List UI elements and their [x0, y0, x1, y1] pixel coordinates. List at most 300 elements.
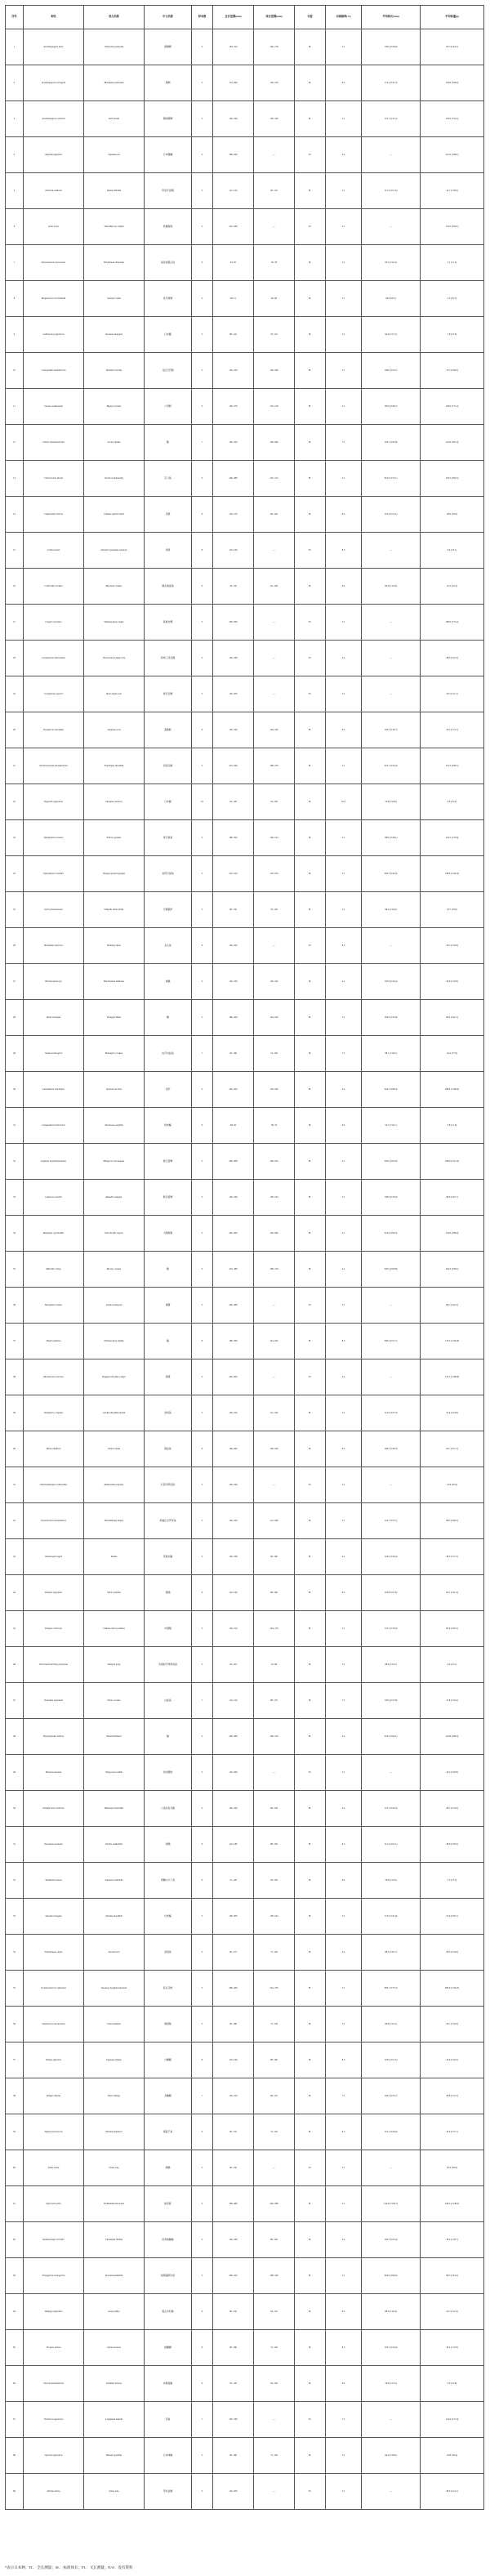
table-cell: 38.9 (±18.3)	[421, 1827, 484, 1863]
table-cell: 2	[192, 1216, 213, 1252]
table-cell: 68.4 (±14.7)	[362, 1647, 421, 1683]
table-cell: Collichthys lucidus	[24, 569, 84, 605]
table-cell: TL	[295, 641, 326, 676]
table-cell: 160–300	[213, 1899, 254, 1935]
table-cell: 150.8 (±29.4)	[362, 964, 421, 1000]
table-cell: Mangrove red snapper	[84, 1144, 145, 1180]
table-cell: Engraulis japonicus	[24, 784, 84, 820]
table-cell: 220–420	[213, 1072, 254, 1108]
table-cell: SL	[295, 2222, 326, 2258]
table-cell: 3.1	[326, 101, 362, 137]
table-cell: Russell's snapper	[84, 1180, 145, 1216]
table-cell: Nibea albiflora	[24, 1431, 84, 1467]
table-cell: —	[362, 209, 421, 245]
column-header: 平均体长(mm)	[362, 6, 421, 29]
table-cell: 4.2	[326, 1719, 362, 1755]
column-header: 体长范围(mm)	[254, 6, 295, 29]
table-cell: 72–126	[213, 1863, 254, 1899]
table-cell: FL	[295, 2258, 326, 2294]
table-cell: 56–104	[254, 2366, 295, 2402]
table-cell: 1.2 (±0.5)	[421, 281, 484, 317]
table-cell: 斑条魣	[145, 2186, 192, 2222]
table-cell: 34.5 (±16.8)	[421, 928, 484, 964]
table-cell: 210–380	[213, 1252, 254, 1288]
table-cell: 7	[192, 1683, 213, 1719]
table-cell: Kammal thryssa	[84, 2366, 145, 2402]
table-cell: Golden threadfin bream	[84, 1395, 145, 1431]
table-cell: 4	[192, 137, 213, 173]
column-header: 平均体重(g)	[421, 6, 484, 29]
table-cell: 蓝点马鲛	[145, 1971, 192, 2007]
table-cell: 110–190	[213, 533, 254, 569]
table-cell: Cynoglossus joyneri	[24, 676, 84, 712]
table-cell: 35	[6, 1252, 24, 1288]
table-row	[6, 2042, 484, 2078]
table-row	[6, 2186, 484, 2222]
table-cell: Blackbarred halfbeak	[84, 964, 145, 1000]
table-cell: 皮氏叫姑鱼	[145, 1036, 192, 1072]
table-cell: Acanthopagrus latus	[24, 29, 84, 65]
table-cell: TL	[295, 2402, 326, 2438]
table-cell: 96.8 (±22.4)	[362, 2007, 421, 2042]
table-cell: 2	[192, 2186, 213, 2222]
table-cell: 花鰶	[145, 497, 192, 533]
table-cell: 5.2	[326, 1467, 362, 1503]
table-cell: 7.8 (±3.9)	[421, 317, 484, 353]
table-cell: 210–286	[213, 209, 254, 245]
table-cell: —	[254, 2150, 295, 2186]
table-cell: 黄姑鱼	[145, 1431, 192, 1467]
table-cell: 马拉巴若鲹	[145, 353, 192, 389]
table-cell: Bartail flathead	[84, 1719, 145, 1755]
table-cell: 130–210	[213, 1611, 254, 1647]
table-cell: 26.3 (±11.5)	[421, 676, 484, 712]
table-cell: 15	[6, 533, 24, 569]
table-cell: 206.3 (±42.6)	[362, 856, 421, 892]
table-cell: 2	[6, 65, 24, 101]
table-cell: 112.3 (±21.0)	[362, 173, 421, 209]
table-cell: Nemipterus virgatus	[24, 1395, 84, 1431]
table-cell: 180.0 (±48.1)	[362, 820, 421, 856]
table-cell: Orange-spotted grouper	[84, 856, 145, 892]
column-header: 种名	[24, 6, 84, 29]
table-cell: 2	[192, 461, 213, 497]
table-cell: 210–312	[254, 461, 295, 497]
table-cell: 240–388	[254, 2186, 295, 2222]
table-cell: 210–310	[213, 856, 254, 892]
table-cell: 鲻	[145, 1324, 192, 1359]
table-cell: 8.3	[326, 928, 362, 964]
table-body	[6, 29, 484, 2510]
table-row	[6, 1144, 484, 1180]
table-row	[6, 389, 484, 425]
table-cell: 3	[192, 101, 213, 137]
table-cell: 240–360	[213, 1216, 254, 1252]
table-cell: —	[362, 533, 421, 569]
table-cell: 10	[192, 784, 213, 820]
table-cell: 51	[6, 1827, 24, 1863]
table-cell: SL	[295, 2007, 326, 2042]
table-cell: 4.2	[326, 2222, 362, 2258]
table-cell: 180–360	[213, 1324, 254, 1359]
table-cell: 70–116	[254, 317, 295, 353]
table-cell: —	[362, 1467, 421, 1503]
table-cell: TL	[295, 1467, 326, 1503]
table-cell: 鮸	[145, 1252, 192, 1288]
table-cell: 380–640	[213, 137, 254, 173]
table-cell: Carangoides malabaricus	[24, 353, 84, 389]
table-cell: Rubicundus eelgoby	[84, 1467, 145, 1503]
table-cell: 7.3	[326, 425, 362, 461]
table-cell: 6.3	[326, 2294, 362, 2330]
table-cell: SL	[295, 2294, 326, 2330]
table-cell: 284.7 (±72.3)	[362, 1971, 421, 2007]
column-header: 样本数	[192, 6, 213, 29]
table-cell: 龙头鱼	[145, 928, 192, 964]
table-cell: —	[254, 1755, 295, 1791]
table-cell: 172.0 (±41.9)	[362, 1899, 421, 1935]
table-cell: 丝鳍海鲶	[145, 209, 192, 245]
table-cell: 80–150	[213, 2294, 254, 2330]
table-cell: 5.2	[326, 1647, 362, 1683]
table-cell: Coilia mystus	[24, 533, 84, 569]
table-cell: 38.5 (±17.2)	[421, 1539, 484, 1575]
table-cell: Whitespotted conger	[84, 605, 145, 641]
table-cell: SL	[295, 820, 326, 856]
table-cell: Chirocentrus dorab	[24, 461, 84, 497]
table-cell: 98.6 (±45.7)	[421, 1180, 484, 1216]
table-cell: 日本鳀	[145, 784, 192, 820]
table-cell: 7.3	[326, 1683, 362, 1719]
table-row	[6, 569, 484, 605]
table-row	[6, 2474, 484, 2510]
table-cell: Yellow drum	[84, 1431, 145, 1467]
table-cell: 2.1	[326, 389, 362, 425]
table-cell: 90–160	[213, 2438, 254, 2474]
species-table	[5, 5, 484, 2510]
table-cell: 54	[6, 1935, 24, 1971]
table-cell: 3.1	[326, 605, 362, 641]
table-cell: 18.7 (±8.0)	[421, 892, 484, 928]
table-cell: 3	[192, 1611, 213, 1647]
table-cell: 1	[6, 29, 24, 65]
table-cell: 日本䲗	[145, 317, 192, 353]
table-cell: 4	[192, 1539, 213, 1575]
table-cell: 56	[6, 2007, 24, 2042]
table-cell: 六带鲹	[145, 389, 192, 425]
table-cell: Odontamblyopus rubicundus	[24, 1467, 84, 1503]
table-cell: 112.4 (±22.1)	[362, 1827, 421, 1863]
table-row	[6, 2150, 484, 2186]
table-cell: 120–192	[254, 964, 295, 1000]
table-cell: 6	[192, 2294, 213, 2330]
table-cell: 金线鱼	[145, 1395, 192, 1431]
table-cell: 3.1	[326, 1503, 362, 1539]
table-cell: 30	[6, 1072, 24, 1108]
table-cell: —	[362, 676, 421, 712]
table-cell: 76–120	[254, 892, 295, 928]
table-cell: Eleutheronema tetradactylum	[24, 748, 84, 784]
table-cell: Oreochromis mossambicus	[24, 1503, 84, 1539]
table-cell: 8	[192, 533, 213, 569]
table-cell: 6	[192, 497, 213, 533]
table-cell: 139.8 (±68.2)	[421, 65, 484, 101]
table-row	[6, 1683, 484, 1719]
table-cell: 23	[6, 820, 24, 856]
table-cell: False kelpfish	[84, 2007, 145, 2042]
table-cell: 红狼牙虾虎鱼	[145, 1467, 192, 1503]
table-cell: 160–240	[213, 101, 254, 137]
table-cell: 88–160	[254, 1575, 295, 1611]
table-cell: Mi-iuy croaker	[84, 1252, 145, 1288]
table-cell: 8	[192, 1324, 213, 1359]
table-cell: 6.3	[326, 2114, 362, 2150]
table-cell: 72–140	[254, 1935, 295, 1971]
table-cell: 3.1	[326, 281, 362, 317]
table-cell: Largehead hairtail	[84, 2402, 145, 2438]
table-cell: Atherinomorus lacunosus	[24, 245, 84, 281]
table-cell: Threadfin sea catfish	[84, 209, 145, 245]
table-cell: 3.1	[326, 2474, 362, 2510]
table-cell: 158.0 (±33.0)	[362, 1180, 421, 1216]
table-cell: 勒氏笛鲷	[145, 1180, 192, 1216]
table-cell: 183–222	[213, 29, 254, 65]
table-row	[6, 137, 484, 173]
table-cell: 280–460	[213, 1971, 254, 2007]
table-cell: 长蛇鲻	[145, 1899, 192, 1935]
table-cell: 5	[192, 1899, 213, 1935]
table-cell: 188.0 (±112.4)	[421, 1144, 484, 1180]
table-cell: Arius arius	[24, 209, 84, 245]
table-cell: 3.1	[326, 29, 362, 65]
table-cell: 多须拟矛尾虾虎鱼	[145, 1647, 192, 1683]
table-cell: Japanese eel	[84, 137, 145, 173]
table-cell: Callionymus japonicus	[24, 317, 84, 353]
table-cell: FL	[295, 1072, 326, 1108]
table-cell: —	[362, 2150, 421, 2186]
table-row	[6, 1036, 484, 1072]
table-cell: 40–60	[254, 281, 295, 317]
table-cell: 9.4 (±4.1)	[421, 533, 484, 569]
table-row	[6, 2078, 484, 2114]
table-cell: 27	[6, 964, 24, 1000]
table-cell: 160–282	[213, 1431, 254, 1467]
table-cell: FL	[295, 2186, 326, 2222]
table-cell: 74–130	[254, 1036, 295, 1072]
table-cell: Osteomugil engeli	[24, 1539, 84, 1575]
table-cell: 14	[6, 497, 24, 533]
table-cell: 128–190	[254, 101, 295, 137]
table-cell: 7.3	[326, 1036, 362, 1072]
table-cell: 4.2	[326, 641, 362, 676]
table-cell: Trichiurus japonicus	[24, 2402, 84, 2438]
table-row	[6, 1108, 484, 1144]
table-cell: 76.6 (±12.6)	[362, 1863, 421, 1899]
table-cell: 4	[192, 2222, 213, 2258]
table-cell: 92.7 (±51.2)	[421, 1431, 484, 1467]
table-cell: 102.5 (±22.9)	[362, 2330, 421, 2366]
table-cell: Threadsail filefish	[84, 2222, 145, 2258]
table-cell: 224–376	[254, 1971, 295, 2007]
table-cell: 9	[6, 317, 24, 353]
table-cell: 7	[192, 2402, 213, 2438]
table-cell: 140–262	[213, 928, 254, 964]
table-cell: 6.3	[326, 497, 362, 533]
table-cell: 62–95	[213, 245, 254, 281]
table-cell: 日本鳗鲡	[145, 137, 192, 173]
table-cell: 18.4 (±8.6)	[421, 2150, 484, 2186]
table-cell: 6.3	[326, 1431, 362, 1467]
table-cell: 164.3 (±96.1)	[421, 1252, 484, 1288]
table-cell: 84.6 (±12.8)	[362, 569, 421, 605]
table-cell: 带鱼	[145, 2402, 192, 2438]
table-cell: 150–230	[213, 353, 254, 389]
table-cell: 长棘银鲈	[145, 892, 192, 928]
table-cell: Acanthopagrus schlegelii	[24, 65, 84, 101]
table-cell: 48	[6, 1719, 24, 1755]
table-cell: 36	[6, 1288, 24, 1324]
table-cell: —	[254, 209, 295, 245]
table-cell: 3	[192, 1503, 213, 1539]
table-cell: 4.2	[326, 1539, 362, 1575]
table-cell: 刺鲳	[145, 1827, 192, 1863]
table-cell: 37	[6, 1324, 24, 1359]
table-cell: 88.6 (±18.4)	[362, 2294, 421, 2330]
table-cell: SL	[295, 317, 326, 353]
table-cell: 184.6 (±35.0)	[362, 1000, 421, 1036]
table-cell: SL	[295, 856, 326, 892]
table-cell: FL	[295, 1791, 326, 1827]
table-cell: 62	[6, 2222, 24, 2258]
table-cell: 4	[192, 964, 213, 1000]
table-cell: FL	[295, 1575, 326, 1611]
table-cell: 246.5 (±148.2)	[421, 2186, 484, 2222]
table-cell: 5.9 (±2.8)	[421, 2366, 484, 2402]
table-cell: 4	[192, 1935, 213, 1971]
table-cell: 7	[6, 245, 24, 281]
table-cell: 莫桑比克罗非鱼	[145, 1503, 192, 1539]
table-cell: SL	[295, 1252, 326, 1288]
table-cell: 31	[6, 1108, 24, 1144]
table-cell: 8.3	[326, 2330, 362, 2366]
table-cell: —	[362, 1288, 421, 1324]
table-cell: 4.2	[326, 1072, 362, 1108]
table-row	[6, 209, 484, 245]
table-cell: Platycephalus indicus	[24, 1719, 84, 1755]
table-cell: Zebra sole	[84, 2474, 145, 2510]
table-row	[6, 65, 484, 101]
column-header: 序号	[6, 6, 24, 29]
table-cell: 144–230	[254, 1000, 295, 1036]
table-cell: 4.2	[326, 964, 362, 1000]
table-cell: 9.4	[326, 569, 362, 605]
table-cell: 64–128	[213, 784, 254, 820]
table-cell: 128–228	[254, 1431, 295, 1467]
table-cell: —	[254, 1288, 295, 1324]
table-cell: 9	[192, 2366, 213, 2402]
table-cell: Silver croaker	[84, 1683, 145, 1719]
table-cell: 210–340	[213, 748, 254, 784]
table-cell: 168–276	[254, 748, 295, 784]
table-cell: 6	[192, 712, 213, 748]
table-cell: Monopterus albus	[24, 1288, 84, 1324]
table-row	[6, 1180, 484, 1216]
table-cell: 170–254	[254, 856, 295, 892]
table-cell: 5	[192, 65, 213, 101]
table-cell: 3	[192, 173, 213, 209]
table-cell: 140–226	[213, 1395, 254, 1431]
table-cell: 2.1	[326, 209, 362, 245]
table-cell: Lutjanus russellii	[24, 1180, 84, 1216]
table-cell: 192–290	[254, 1216, 295, 1252]
table-cell: 3.1	[326, 1755, 362, 1791]
table-cell: 少鳞鱚	[145, 2042, 192, 2078]
table-cell: 海鳗	[145, 1359, 192, 1395]
table-cell: 褐蓝子鱼	[145, 2114, 192, 2150]
column-header: 丰度	[295, 6, 326, 29]
table-cell: 74.8 (±14.6)	[362, 784, 421, 820]
table-cell: SL	[295, 1503, 326, 1539]
table-cell: 4.2	[326, 1252, 362, 1288]
table-cell: 50–78	[254, 245, 295, 281]
table-cell: 41	[6, 1467, 24, 1503]
table-cell: —	[254, 641, 295, 676]
table-cell: Parachaeturichthys polynema	[24, 1647, 84, 1683]
table-cell: 2	[192, 820, 213, 856]
table-cell: 黄鳍鲷	[145, 29, 192, 65]
table-cell: 152.3 (±86.7)	[421, 748, 484, 784]
table-cell: 300–480	[213, 2186, 254, 2222]
table-cell: 159.0 (±26.9)	[362, 29, 421, 65]
table-cell: 4	[192, 1359, 213, 1395]
table-row	[6, 1863, 484, 1899]
table-cell: Bigeye trevally	[84, 389, 145, 425]
table-cell: 96–158	[254, 1791, 295, 1827]
table-cell: 39	[6, 1395, 24, 1431]
table-cell: FL	[295, 1719, 326, 1755]
table-cell: 2	[192, 29, 213, 65]
table-cell: 132.3 (±33.0)	[362, 1611, 421, 1647]
table-cell: SL	[295, 1108, 326, 1144]
table-cell: FL	[295, 1611, 326, 1647]
table-cell: 22	[6, 784, 24, 820]
table-cell: 44	[6, 1575, 24, 1611]
table-cell: 斑鱵	[145, 964, 192, 1000]
table-cell: 124.6 (±71.9)	[421, 2402, 484, 2438]
table-cell: 3	[192, 856, 213, 892]
table-cell: 3.1	[326, 856, 362, 892]
table-cell: Thryssa kammalensis	[24, 2366, 84, 2402]
table-cell: 20	[6, 712, 24, 748]
table-cell: 64–122	[254, 2294, 295, 2330]
table-cell: 130–196	[213, 712, 254, 748]
table-cell: 32.9 (±17.1)	[421, 2114, 484, 2150]
table-row	[6, 353, 484, 389]
table-cell: 110–196	[213, 2042, 254, 2078]
table-cell: 312.5 (±168.9)	[421, 1359, 484, 1395]
table-cell: 118.9 (±21.3)	[362, 2042, 421, 2078]
table-cell: 5	[192, 1395, 213, 1431]
header-row	[6, 6, 484, 29]
table-cell: 10.2 (±4.3)	[421, 569, 484, 605]
table-cell: 4.2	[326, 1791, 362, 1827]
table-row	[6, 1899, 484, 1935]
table-cell: Psenopsis anomala	[24, 1827, 84, 1863]
table-cell: 72–142	[254, 2114, 295, 2150]
table-row	[6, 1395, 484, 1431]
table-cell: 星康吉鳗	[145, 605, 192, 641]
table-cell: 7	[192, 1036, 213, 1072]
